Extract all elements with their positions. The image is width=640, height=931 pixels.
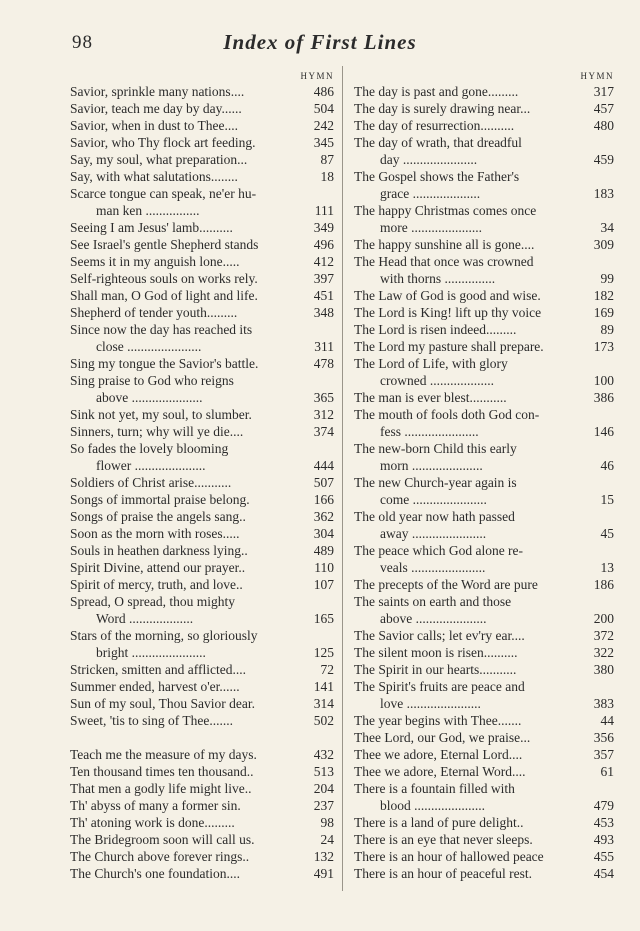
hymn-number: 451 — [313, 288, 334, 303]
first-line-text: The Gospel shows the Father's — [354, 169, 520, 184]
index-entry — [354, 848, 614, 865]
first-line-text: Th' abyss of many a former sin. — [70, 798, 241, 813]
hymn-number: 365 — [313, 390, 334, 405]
first-line-text: The precepts of the Word are pure — [354, 577, 538, 592]
hymn-number: 397 — [313, 271, 334, 286]
index-entry — [354, 321, 614, 338]
hymn-number: 502 — [313, 713, 334, 728]
index-entry — [70, 185, 334, 219]
first-line-text: Self-righteous souls on works rely. — [70, 271, 258, 286]
first-line-text: Say, my soul, what preparation... — [70, 152, 248, 167]
page-title: Index of First Lines — [223, 30, 417, 54]
hymn-number: 486 — [313, 84, 334, 99]
index-entry — [354, 406, 614, 440]
index-entry — [354, 627, 614, 644]
index-entry — [70, 814, 334, 831]
hymn-number: 444 — [313, 458, 334, 473]
first-line-text: Since now the day has reached its — [70, 322, 253, 337]
index-entry — [70, 83, 334, 100]
index-entry — [70, 168, 334, 185]
first-line-text: Spread, O spread, thou mighty — [70, 594, 235, 609]
hymn-number: 87 — [320, 152, 334, 167]
page-number: 98 — [72, 32, 93, 53]
hymn-number: 89 — [600, 322, 614, 337]
left-column — [70, 70, 334, 891]
hymn-number: 165 — [313, 611, 334, 626]
index-entry — [354, 253, 614, 287]
first-line-text: That men a godly life might live.. — [70, 781, 252, 796]
index-entry — [70, 848, 334, 865]
index-entry — [70, 542, 334, 559]
index-entry — [354, 355, 614, 389]
first-line-text: The happy Christmas comes once — [354, 203, 537, 218]
first-line-text: The day is past and gone......... — [354, 84, 519, 99]
index-entry — [354, 236, 614, 253]
hymn-number: 132 — [313, 849, 334, 864]
first-line-text: The peace which God alone re- — [354, 543, 524, 558]
first-line-text: There is an hour of peaceful rest. — [354, 866, 533, 881]
hymn-number: 457 — [593, 101, 614, 116]
index-entry — [354, 474, 614, 508]
hymn-number: 507 — [313, 475, 334, 490]
index-entry — [70, 219, 334, 236]
hymn-number: 432 — [313, 747, 334, 762]
column-divider — [342, 66, 343, 891]
hymn-number: 111 — [314, 203, 334, 218]
first-line-text: The old year now hath passed — [354, 509, 515, 524]
first-line-text: close ...................... — [96, 339, 202, 354]
hymn-number: 349 — [313, 220, 334, 235]
index-entry — [354, 729, 614, 746]
index-entry — [70, 406, 334, 423]
first-line-text: There is an hour of hallowed peace — [354, 849, 544, 864]
first-line-text: with thorns ............... — [380, 271, 496, 286]
index-entry — [70, 287, 334, 304]
hymn-number: 311 — [314, 339, 334, 354]
first-line-text: Sing my tongue the Savior's battle. — [70, 356, 259, 371]
index-entry — [354, 712, 614, 729]
hymn-number: 98 — [320, 815, 334, 830]
first-line-text: Shepherd of tender youth......... — [70, 305, 238, 320]
index-entry — [70, 100, 334, 117]
index-entry — [70, 440, 334, 474]
hymn-number: 362 — [313, 509, 334, 524]
first-line-text: The Lord my pasture shall prepare. — [354, 339, 544, 354]
first-line-text: There is a fountain filled with — [354, 781, 515, 796]
first-line-text: The Lord is risen indeed......... — [354, 322, 517, 337]
hymn-number: 459 — [593, 152, 614, 167]
hymn-number: 45 — [600, 526, 614, 541]
first-line-text: The day of wrath, that dreadful — [354, 135, 522, 150]
index-entry — [70, 134, 334, 151]
first-line-text: There is an eye that never sleeps. — [354, 832, 533, 847]
hymn-number: 44 — [600, 713, 614, 728]
first-line-text: Savior, teach me day by day...... — [70, 101, 242, 116]
hymn-number: 183 — [593, 186, 614, 201]
hymn-number: 304 — [313, 526, 334, 541]
first-line-text: Shall man, O God of light and life. — [70, 288, 258, 303]
index-entry — [70, 746, 334, 763]
index-entry — [354, 168, 614, 202]
hymn-number: 453 — [593, 815, 614, 830]
first-line-text: Stricken, smitten and afflicted.... — [70, 662, 246, 677]
first-line-text: Sun of my soul, Thou Savior dear. — [70, 696, 255, 711]
hymn-number: 454 — [593, 866, 614, 881]
index-entry — [70, 661, 334, 678]
hymn-number: 322 — [593, 645, 614, 660]
index-entry — [354, 134, 614, 168]
hymn-number: 107 — [313, 577, 334, 592]
first-line-text: The Lord is King! lift up thy voice — [354, 305, 542, 320]
hymn-number: 386 — [593, 390, 614, 405]
hymn-number: 314 — [313, 696, 334, 711]
hymn-number: 383 — [593, 696, 614, 711]
hymn-number: 61 — [600, 764, 614, 779]
first-line-text: Scarce tongue can speak, ne'er hu- — [70, 186, 257, 201]
first-line-text: Seeing I am Jesus' lamb.......... — [70, 220, 233, 235]
hymn-number: 455 — [593, 849, 614, 864]
index-entry — [354, 202, 614, 236]
index-entry — [354, 678, 614, 712]
index-entry — [354, 661, 614, 678]
hymn-number: 513 — [313, 764, 334, 779]
index-entry — [70, 593, 334, 627]
hymn-number: 18 — [320, 169, 334, 184]
first-line-text: Word ................... — [96, 611, 194, 626]
first-line-text: The Law of God is good and wise. — [354, 288, 541, 303]
hymn-number: 169 — [593, 305, 614, 320]
hymn-number: 173 — [593, 339, 614, 354]
first-line-text: Thee we adore, Eternal Lord.... — [354, 747, 523, 762]
hymn-number: 348 — [313, 305, 334, 320]
index-entry — [70, 780, 334, 797]
first-line-text: Sink not yet, my soul, to slumber. — [70, 407, 252, 422]
first-line-text: The Spirit in our hearts........... — [354, 662, 517, 677]
first-line-text: The Head that once was crowned — [354, 254, 534, 269]
first-line-text: Spirit of mercy, truth, and love.. — [70, 577, 243, 592]
hymn-number: 242 — [313, 118, 334, 133]
first-line-text: The day is surely drawing near... — [354, 101, 531, 116]
first-line-text: Thee Lord, our God, we praise... — [354, 730, 531, 745]
first-line-text: The Lord of Life, with glory — [354, 356, 508, 371]
hymn-number: 493 — [593, 832, 614, 847]
index-entry — [70, 355, 334, 372]
hymn-number: 480 — [593, 118, 614, 133]
first-line-text: Sing praise to God who reigns — [70, 373, 234, 388]
first-line-text: The Bridegroom soon will call us. — [70, 832, 255, 847]
first-line-text: The new Church-year again is — [354, 475, 517, 490]
hymn-number: 99 — [600, 271, 614, 286]
hymn-number: 24 — [320, 832, 334, 847]
hymn-number: 182 — [593, 288, 614, 303]
index-entry — [354, 117, 614, 134]
index-entry — [354, 83, 614, 100]
group-spacer — [70, 729, 334, 746]
index-entry — [354, 304, 614, 321]
index-entry — [70, 117, 334, 134]
hymn-number: 237 — [313, 798, 334, 813]
hymn-number: 15 — [600, 492, 614, 507]
hymn-number: 309 — [593, 237, 614, 252]
first-line-text: above ..................... — [96, 390, 203, 405]
index-entry — [70, 865, 334, 882]
first-line-text: Spirit Divine, attend our prayer.. — [70, 560, 246, 575]
hymn-number: 13 — [600, 560, 614, 575]
first-line-text: come ...................... — [380, 492, 487, 507]
first-line-text: The Church's one foundation.... — [70, 866, 241, 881]
first-line-text: man ken ................ — [96, 203, 200, 218]
hymn-number: 312 — [313, 407, 334, 422]
first-line-text: The silent moon is risen.......... — [354, 645, 518, 660]
first-line-text: grace .................... — [380, 186, 481, 201]
first-line-text: Ten thousand times ten thousand.. — [70, 764, 254, 779]
index-entry — [70, 576, 334, 593]
hymn-column-header: HYMN — [300, 71, 334, 81]
index-entry — [70, 491, 334, 508]
index-entry — [70, 627, 334, 661]
hymn-number: 357 — [593, 747, 614, 762]
index-entry — [70, 508, 334, 525]
first-line-text: away ...................... — [380, 526, 487, 541]
first-line-text: Stars of the morning, so gloriously — [70, 628, 258, 643]
first-line-text: more ..................... — [380, 220, 482, 235]
hymn-number: 496 — [313, 237, 334, 252]
first-line-text: Songs of immortal praise belong. — [70, 492, 250, 507]
index-entry — [70, 797, 334, 814]
hymn-number: 489 — [313, 543, 334, 558]
hymn-number: 380 — [593, 662, 614, 677]
first-line-text: morn ..................... — [380, 458, 483, 473]
first-line-text: Savior, who Thy flock art feeding. — [70, 135, 256, 150]
first-line-text: love ...................... — [380, 696, 481, 711]
first-line-text: Say, with what salutations........ — [70, 169, 238, 184]
index-entry — [354, 287, 614, 304]
index-entry — [70, 423, 334, 440]
first-line-text: The mouth of fools doth God con- — [354, 407, 540, 422]
hymn-number: 141 — [313, 679, 334, 694]
index-entry — [354, 763, 614, 780]
index-entry — [70, 474, 334, 491]
first-line-text: above ..................... — [380, 611, 487, 626]
hymn-number: 504 — [313, 101, 334, 116]
hymn-number: 200 — [593, 611, 614, 626]
index-entry — [354, 508, 614, 542]
index-entry — [70, 525, 334, 542]
hymn-number: 204 — [313, 781, 334, 796]
first-line-text: The Church above forever rings.. — [70, 849, 250, 864]
index-entry — [354, 831, 614, 848]
index-entry — [70, 253, 334, 270]
first-line-text: flower ..................... — [96, 458, 206, 473]
hymn-number: 46 — [600, 458, 614, 473]
hymn-number: 491 — [313, 866, 334, 881]
first-line-text: Soldiers of Christ arise........... — [70, 475, 232, 490]
index-entry — [70, 831, 334, 848]
index-entry — [354, 440, 614, 474]
index-entry — [70, 695, 334, 712]
first-line-text: Th' atoning work is done......... — [70, 815, 235, 830]
hymn-number: 478 — [313, 356, 334, 371]
hymn-number: 317 — [593, 84, 614, 99]
index-entry — [70, 763, 334, 780]
first-line-text: Songs of praise the angels sang.. — [70, 509, 246, 524]
first-line-text: The man is ever blest........... — [354, 390, 507, 405]
first-line-text: The day of resurrection.......... — [354, 118, 515, 133]
first-line-text: blood ..................... — [380, 798, 486, 813]
hymn-number: 166 — [313, 492, 334, 507]
first-line-text: Savior, sprinkle many nations.... — [70, 84, 245, 99]
index-entry — [70, 372, 334, 406]
first-line-text: Thee we adore, Eternal Word.... — [354, 764, 526, 779]
index-entry — [70, 151, 334, 168]
first-line-text: So fades the lovely blooming — [70, 441, 229, 456]
index-entry — [70, 270, 334, 287]
first-line-text: There is a land of pure delight.. — [354, 815, 524, 830]
first-line-text: Summer ended, harvest o'er...... — [70, 679, 240, 694]
first-line-text: Teach me the measure of my days. — [70, 747, 257, 762]
first-line-text: veals ...................... — [380, 560, 486, 575]
first-line-text: The happy sunshine all is gone.... — [354, 237, 535, 252]
first-line-text: Soon as the morn with roses..... — [70, 526, 240, 541]
first-line-text: The saints on earth and those — [354, 594, 512, 609]
index-entry — [354, 576, 614, 593]
index-entry — [354, 814, 614, 831]
hymn-number: 72 — [320, 662, 334, 677]
first-line-text: Seems it in my anguish lone..... — [70, 254, 240, 269]
index-entry — [354, 780, 614, 814]
index-entry — [70, 304, 334, 321]
index-entry — [70, 236, 334, 253]
index-entry — [354, 865, 614, 882]
index-entry — [354, 746, 614, 763]
first-line-text: bright ...................... — [96, 645, 206, 660]
hymn-number: 34 — [600, 220, 614, 235]
index-entry — [70, 559, 334, 576]
hymn-number: 374 — [313, 424, 334, 439]
index-entry — [70, 712, 334, 729]
hymn-number: 125 — [313, 645, 334, 660]
index-entry — [354, 593, 614, 627]
hymn-number: 100 — [593, 373, 614, 388]
first-line-text: Sinners, turn; why will ye die.... — [70, 424, 244, 439]
first-line-text: day ...................... — [380, 152, 478, 167]
right-column — [354, 70, 614, 891]
hymn-number: 186 — [593, 577, 614, 592]
first-line-text: crowned ................... — [380, 373, 494, 388]
first-line-text: Souls in heathen darkness lying.. — [70, 543, 248, 558]
first-line-text: The new-born Child this early — [354, 441, 517, 456]
hymn-number: 356 — [593, 730, 614, 745]
first-line-text: The year begins with Thee....... — [354, 713, 522, 728]
hymn-number: 146 — [593, 424, 614, 439]
index-entry — [70, 678, 334, 695]
first-line-text: Savior, when in dust to Thee.... — [70, 118, 238, 133]
index-entry — [354, 100, 614, 117]
hymn-number: 110 — [314, 560, 334, 575]
hymn-number: 372 — [593, 628, 614, 643]
first-line-text: Sweet, 'tis to sing of Thee....... — [70, 713, 234, 728]
first-line-text: The Spirit's fruits are peace and — [354, 679, 525, 694]
index-entry — [70, 321, 334, 355]
hymn-number: 412 — [313, 254, 334, 269]
index-entry — [354, 389, 614, 406]
first-line-text: fess ...................... — [380, 424, 479, 439]
hymn-number: 479 — [593, 798, 614, 813]
hymn-number: 345 — [313, 135, 334, 150]
first-line-text: See Israel's gentle Shepherd stands — [70, 237, 259, 252]
index-entry — [354, 542, 614, 576]
index-entry — [354, 338, 614, 355]
first-line-text: The Savior calls; let ev'ry ear.... — [354, 628, 525, 643]
index-entry — [354, 644, 614, 661]
hymn-column-header: HYMN — [580, 71, 614, 81]
